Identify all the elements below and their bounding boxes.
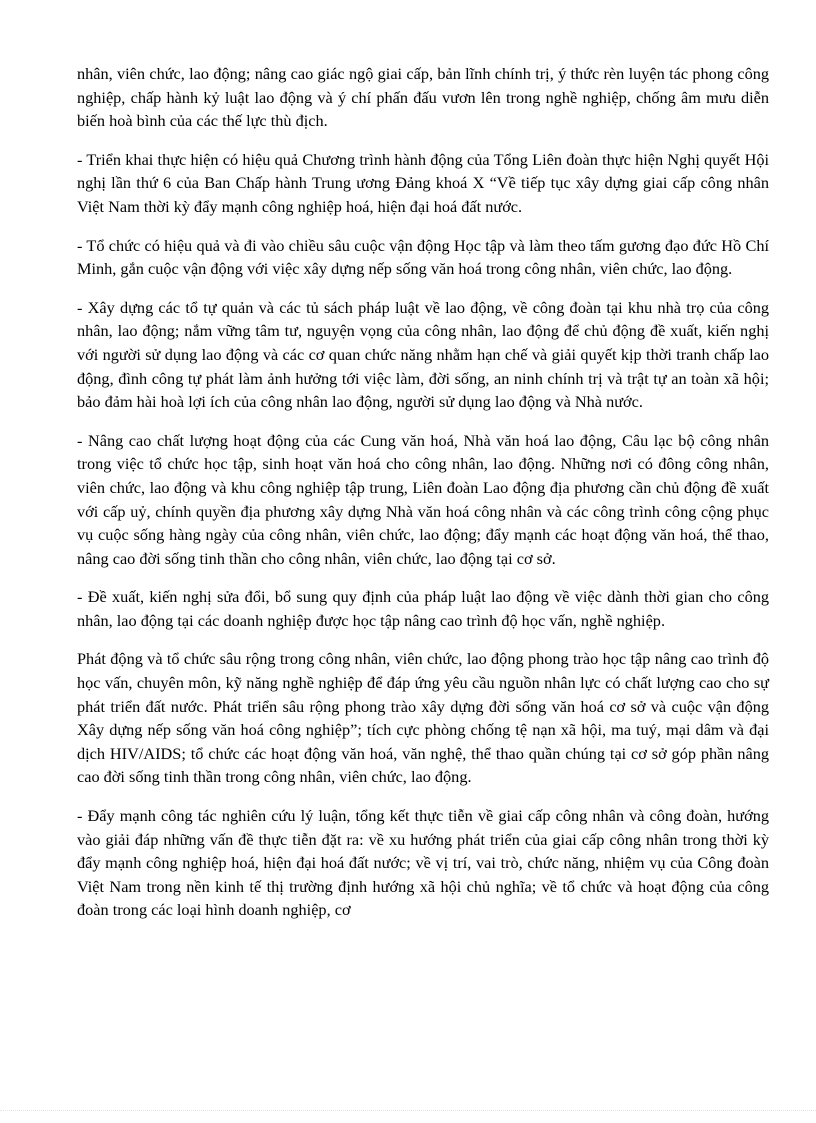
- paragraph-action-program: - Triển khai thực hiện có hiệu quả Chương trình hành động của Tổng Liên đoàn thực hiện Nghị quyết Hội nghị lần thứ 6 của Ban Chấp hành Trung ương Đảng khoá X “Về tiếp tục xây dựng giai cấp công nhân Việt Nam thời kỳ đẩy mạnh công nghiệp hoá, hiện đại hoá đất nước.: [77, 149, 769, 216]
- paragraph-ho-chi-minh-campaign: - Tổ chức có hiệu quả và đi vào chiều sâu cuộc vận động Học tập và làm theo tấm gương đạo đức Hồ Chí Minh, gắn cuộc vận động với việc xây dựng nếp sống văn hoá trong công nhân, viên chức, lao động.: [77, 235, 769, 279]
- paragraph-learning-movement: Phát động và tổ chức sâu rộng trong công nhân, viên chức, lao động phong trào học tập nâng cao trình độ học vấn, chuyên môn, kỹ năng nghề nghiệp để đáp ứng yêu cầu nguồn nhân lực có chất lượng cao cho sự phát triển đất nước. Phát triển sâu rộng phong trào xây dựng đời sống văn hoá cơ sở và cuộc vận động Xây dựng nếp sống văn hoá công nghiệp”; tích cực phòng chống tệ nạn xã hội, ma tuý, mại dâm và đại dịch HIV/AIDS; tổ chức các hoạt động văn hoá, văn nghệ, thể thao quần chúng tại cơ sở góp phần nâng cao đời sống tinh thần trong công nhân, viên chức, lao động.: [77, 649, 769, 787]
- paragraph-self-management-groups: - Xây dựng các tổ tự quản và các tủ sách pháp luật về lao động, về công đoàn tại khu nhà trọ của công nhân, lao động; nắm vững tâm tư, nguyện vọng của công nhân, lao động để chủ động đề xuất, kiến nghị với người sử dụng lao động và các cơ quan chức năng nhằm hạn chế và giải quyết kịp thời tranh chấp lao động, đình công tự phát làm ảnh hưởng tới việc làm, đời sống, an ninh chính trị và trật tự an toàn xã hội; bảo đảm hài hoà lợi ích của công nhân lao động, người sử dụng lao động và Nhà nước.: [77, 297, 769, 412]
- paragraph-cultural-houses: - Nâng cao chất lượng hoạt động của các Cung văn hoá, Nhà văn hoá lao động, Câu lạc bộ công nhân trong việc tổ chức học tập, sinh hoạt văn hoá cho công nhân, lao động. Những nơi có đông công nhân, viên chức, lao động và khu công nghiệp tập trung, Liên đoàn Lao động địa phương cần chủ động đề xuất với cấp uỷ, chính quyền địa phương xây dựng Nhà văn hoá công nhân và các công trình công cộng phục vụ cuộc sống hàng ngày của công nhân, viên chức, lao động; đẩy mạnh các hoạt động văn hoá, thể thao, nâng cao đời sống tinh thần cho công nhân, viên chức, lao động tại cơ sở.: [77, 430, 769, 568]
- paragraph-theory-research: - Đẩy mạnh công tác nghiên cứu lý luận, tổng kết thực tiễn về giai cấp công nhân và công đoàn, hướng vào giải đáp những vấn đề thực tiễn đặt ra: về xu hướng phát triển của giai cấp công nhân trong thời kỳ đẩy mạnh công nghiệp hoá, hiện đại hoá đất nước; về vị trí, vai trò, chức năng, nhiệm vụ của Công đoàn Việt Nam trong nền kinh tế thị trường định hướng xã hội chủ nghĩa; về tổ chức và hoạt động của công đoàn trong các loại hình doanh nghiệp, cơ: [77, 806, 769, 920]
- page-bottom-border: [0, 1110, 816, 1111]
- document-body: [77, 62, 769, 922]
- paragraph-continuation: nhân, viên chức, lao động; nâng cao giác ngộ giai cấp, bản lĩnh chính trị, ý thức rèn luyện tác phong công nghiệp, chấp hành kỷ luật lao động và ý chí phấn đấu vươn lên trong nghề nghiệp, chống âm mưu diễn biến hoà bình của các thế lực thù địch.: [77, 64, 769, 131]
- paragraph-law-amendment: - Đề xuất, kiến nghị sửa đổi, bổ sung quy định của pháp luật lao động về việc dành thời gian cho công nhân, lao động tại các doanh nghiệp được học tập nâng cao trình độ học vấn, nghề nghiệp.: [77, 587, 769, 630]
